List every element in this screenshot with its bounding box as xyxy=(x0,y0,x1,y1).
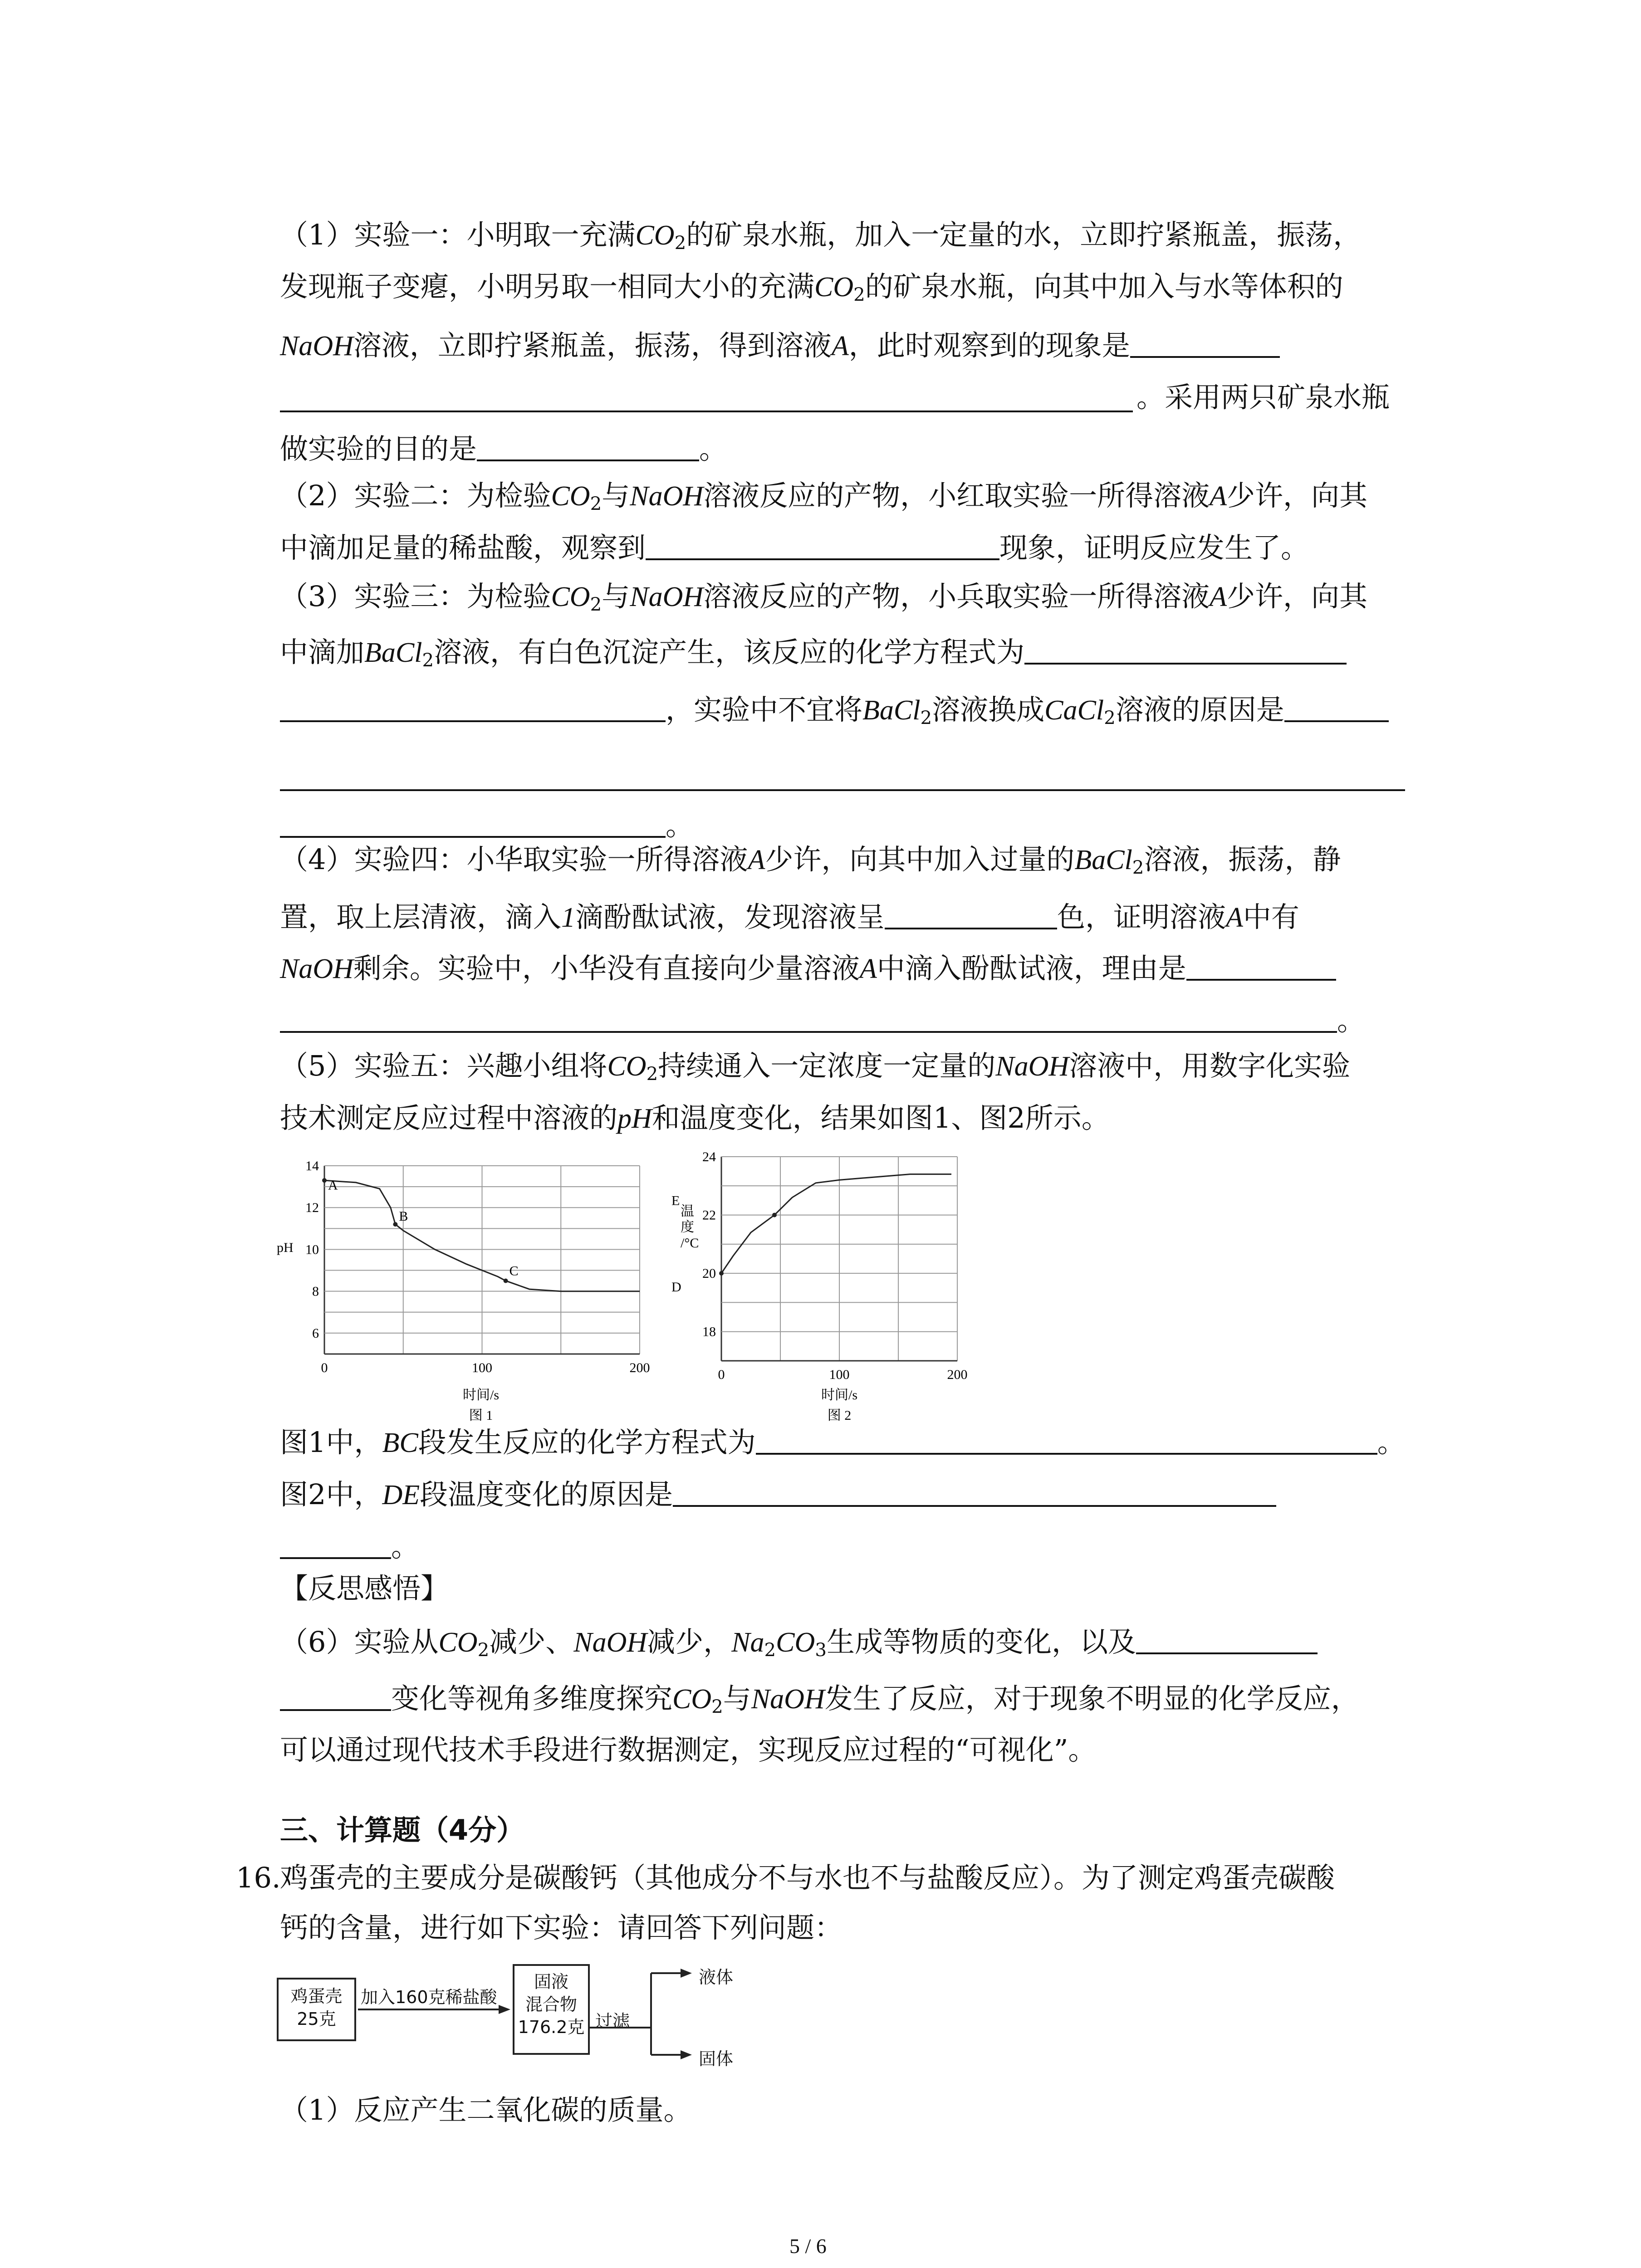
formula-co2: CO xyxy=(551,481,590,512)
y-axis-label: pH xyxy=(277,1240,294,1255)
text: 溶液反应的产物，小红取实验一所得溶液 xyxy=(703,479,1210,512)
answer-blank[interactable] xyxy=(1130,329,1280,358)
y-tick-label: 24 xyxy=(702,1149,716,1164)
series-line xyxy=(721,1174,951,1274)
text: 中有 xyxy=(1243,900,1299,934)
point-label-d: D xyxy=(671,1280,681,1295)
formula-co2: CO xyxy=(635,220,675,251)
formula-co2: CO xyxy=(607,1051,647,1082)
text: （1）实验一：小明取一充满 xyxy=(280,218,636,251)
y-tick-label: 22 xyxy=(702,1207,716,1223)
text: 中滴加足量的稀盐酸，观察到 xyxy=(280,531,646,564)
y-tick-label: 20 xyxy=(702,1266,716,1281)
solution-a: A xyxy=(748,845,765,875)
text: 滴酚酞试液，发现溶液呈 xyxy=(575,900,885,934)
y-tick-label: 14 xyxy=(305,1158,319,1173)
number: 1 xyxy=(561,902,576,933)
solution-a: A xyxy=(1210,582,1227,612)
subscript: 2 xyxy=(477,1639,490,1661)
text: 减少、 xyxy=(489,1625,574,1658)
text: 中滴加 xyxy=(280,635,365,669)
text: 。 xyxy=(699,432,728,465)
x-tick-label: 100 xyxy=(829,1367,850,1382)
text: 剩余。实验中，小华没有直接向少量溶液 xyxy=(353,952,860,985)
y-tick-label: 12 xyxy=(305,1200,319,1216)
solution-a: A xyxy=(1210,481,1227,512)
q15-part6-line3 xyxy=(280,1732,1096,1768)
figure-caption: 图 1 xyxy=(469,1408,493,1423)
text: 置，取上层清液，滴入 xyxy=(280,900,562,934)
formula-na2co3: Na xyxy=(731,1627,764,1658)
liquid-output: 液体 xyxy=(699,1967,734,1987)
box-text: 176.2克 xyxy=(518,2017,585,2037)
point-label-b: B xyxy=(399,1209,408,1224)
point-label-a: A xyxy=(328,1178,338,1193)
text: 持续通入一定浓度一定量的 xyxy=(658,1049,996,1082)
solution-a: A xyxy=(859,953,877,984)
subscript: 2 xyxy=(674,232,686,254)
q15-part1-line1 xyxy=(280,217,1361,261)
subscript: 2 xyxy=(1132,857,1144,879)
q16-number: 16. xyxy=(236,1861,281,1894)
q15-part4-line3 xyxy=(280,950,1336,987)
mixture-box xyxy=(513,1964,590,2055)
text: 少许，向其 xyxy=(1227,479,1368,512)
q15-part6-line2 xyxy=(280,1681,1359,1725)
q15-part1-line3 xyxy=(280,327,1280,364)
text: （2）实验二：为检验 xyxy=(280,479,551,512)
text: 溶液换成 xyxy=(932,693,1045,726)
number: 2 xyxy=(308,1478,326,1511)
answer-blank[interactable] xyxy=(885,900,1057,929)
answer-blank[interactable] xyxy=(477,432,699,461)
text: 的矿泉水瓶，向其中加入与水等体积的 xyxy=(865,270,1343,303)
point-d xyxy=(719,1271,724,1276)
q15-part3-line3 xyxy=(280,692,1389,736)
formula-naoh: NaOH xyxy=(280,331,353,362)
page-number: 5 / 6 xyxy=(789,2234,827,2258)
q15-part1-line5 xyxy=(280,431,727,467)
formula-co2: CO xyxy=(672,1684,712,1715)
text: ，此时观察到的现象是 xyxy=(848,329,1130,362)
formula-co2: CO xyxy=(551,582,590,612)
formula-naoh: NaOH xyxy=(573,1627,647,1658)
answer-line[interactable] xyxy=(280,411,1133,412)
text: （5）实验五：兴趣小组将 xyxy=(280,1049,607,1082)
x-tick-label: 200 xyxy=(947,1367,968,1382)
formula-bacl2: BaCl xyxy=(364,637,422,668)
y-axis-label: /°C xyxy=(681,1236,699,1251)
answer-blank[interactable] xyxy=(1024,635,1347,665)
answer-blank[interactable] xyxy=(280,693,666,722)
subscript: 2 xyxy=(1104,707,1116,729)
formula-naoh: NaOH xyxy=(995,1051,1069,1082)
point-c xyxy=(504,1279,508,1283)
q15-part4-line2 xyxy=(280,899,1299,936)
solid-output: 固体 xyxy=(699,2049,734,2069)
text: 技术测定反应过程中溶液的 xyxy=(280,1101,618,1134)
answer-blank[interactable] xyxy=(280,1530,391,1559)
text: 少许，向其中加入过量的 xyxy=(765,843,1075,876)
text: 。 xyxy=(391,1530,420,1563)
formula-naoh: NaOH xyxy=(630,481,704,512)
figure-caption: 图 2 xyxy=(827,1408,852,1423)
q15-part3-line2 xyxy=(280,634,1347,679)
q15-part4-line1 xyxy=(280,841,1341,886)
section-3-title: 三、计算题（4分） xyxy=(280,1813,525,1847)
segment-de: DE xyxy=(382,1480,420,1510)
subscript: 2 xyxy=(711,1696,723,1718)
text: 。 xyxy=(1377,1426,1406,1459)
box-text: 25克 xyxy=(297,2009,336,2029)
text: 与 xyxy=(602,479,630,512)
text: 中滴入酚酞试液，理由是 xyxy=(877,952,1186,985)
q15-part4-line4 xyxy=(280,1002,1365,1039)
fig1-question xyxy=(280,1424,1406,1461)
text: 生成等物质的变化，以及 xyxy=(826,1625,1136,1658)
text: 。 xyxy=(666,809,694,842)
text: 溶液反应的产物，小兵取实验一所得溶液 xyxy=(703,580,1210,613)
text: （3）实验三：为检验 xyxy=(280,580,551,613)
point-label-e: E xyxy=(671,1193,680,1208)
text: 。采用两只矿泉水瓶 xyxy=(1136,381,1390,414)
text: （4）实验四：小华取实验一所得溶液 xyxy=(280,843,748,876)
point-a xyxy=(322,1178,327,1183)
fig2-question-cont xyxy=(280,1529,419,1565)
point-b xyxy=(393,1222,397,1227)
figure-2-temperature-chart xyxy=(671,1143,1016,1452)
q15-part2-line1 xyxy=(280,478,1367,522)
text: 段温度变化的原因是 xyxy=(420,1478,673,1511)
number: 1 xyxy=(933,1101,951,1134)
text: 溶液中，用数字化实验 xyxy=(1069,1049,1351,1082)
formula-cacl2: CaCl xyxy=(1044,695,1104,726)
text: 图 xyxy=(280,1426,309,1459)
x-tick-label: 0 xyxy=(718,1367,725,1382)
text: 变化等视角多维度探究 xyxy=(391,1682,673,1715)
reflection-heading xyxy=(280,1570,449,1607)
text: 现象，证明反应发生了。 xyxy=(999,531,1309,564)
x-tick-label: 100 xyxy=(472,1360,492,1375)
solution-a: A xyxy=(1226,902,1243,933)
box-text: 固液 xyxy=(534,1972,568,1992)
x-axis-label: 时间/s xyxy=(462,1388,500,1403)
subscript: 2 xyxy=(590,493,602,515)
arrow1-label: 加入160克稀盐酸 xyxy=(361,1987,497,2007)
box-text: 混合物 xyxy=(525,1994,577,2014)
segment-bc: BC xyxy=(382,1427,418,1458)
subscript: 3 xyxy=(815,1639,827,1661)
text: 的矿泉水瓶，加入一定量的水，立即拧紧瓶盖，振荡， xyxy=(686,218,1362,251)
text: 。 xyxy=(1337,1004,1366,1037)
text: 与 xyxy=(723,1682,751,1715)
formula-co2: CO xyxy=(814,272,854,303)
answer-blank[interactable] xyxy=(673,1478,1276,1507)
q15-part1-line2 xyxy=(280,269,1343,313)
fig2-question xyxy=(280,1476,1276,1513)
subscript: 2 xyxy=(590,594,602,616)
formula-co2: CO xyxy=(438,1627,478,1658)
formula-naoh: NaOH xyxy=(280,953,353,984)
q16-sub1: （1）反应产生二氧化碳的质量。 xyxy=(280,2093,692,2126)
formula-na2co3: CO xyxy=(776,1627,815,1658)
text: 做实验的目的是 xyxy=(280,432,477,465)
split-arrows xyxy=(590,1964,694,2068)
formula-bacl2: BaCl xyxy=(862,695,921,726)
text: 和温度变化，结果如图 xyxy=(652,1101,933,1134)
x-axis-label: 时间/s xyxy=(821,1388,858,1403)
x-tick-label: 0 xyxy=(321,1360,328,1375)
y-tick-label: 8 xyxy=(312,1284,319,1299)
point-label-c: C xyxy=(509,1263,519,1279)
subscript: 2 xyxy=(853,284,865,306)
text: 溶液，立即拧紧瓶盖，振荡，得到溶液 xyxy=(353,329,832,362)
text: 溶液的原因是 xyxy=(1115,693,1284,726)
text: 减少， xyxy=(647,1625,732,1658)
text: 溶液，振荡，静 xyxy=(1144,843,1341,876)
text: 图 xyxy=(280,1478,309,1511)
q15-part3-line4 xyxy=(280,807,694,844)
answer-blank[interactable] xyxy=(1186,952,1336,981)
box-text: 鸡蛋壳 xyxy=(290,1986,343,2006)
answer-blank[interactable] xyxy=(1284,693,1389,722)
y-axis-label: 温 xyxy=(681,1204,694,1219)
text: ，实验中不宜将 xyxy=(666,693,863,726)
q16-line2: 钙的含量，进行如下实验：请回答下列问题： xyxy=(280,1911,843,1944)
text: 与 xyxy=(602,580,630,613)
answer-blank[interactable] xyxy=(646,531,999,560)
answer-blank[interactable] xyxy=(1136,1625,1318,1654)
text: 中， xyxy=(326,1426,382,1459)
ph-label: pH xyxy=(617,1103,652,1134)
solution-a: A xyxy=(831,331,849,362)
point-e xyxy=(772,1213,777,1217)
y-axis-label: 度 xyxy=(681,1220,694,1235)
formula-naoh: NaOH xyxy=(751,1684,825,1715)
text: 色，证明溶液 xyxy=(1057,900,1226,934)
y-tick-label: 18 xyxy=(702,1324,716,1339)
text: 发生了反应，对于现象不明显的化学反应， xyxy=(824,1682,1359,1715)
text: 中， xyxy=(326,1478,382,1511)
arrow1 xyxy=(356,2005,513,2023)
answer-blank[interactable] xyxy=(756,1426,1377,1455)
q15-part5-line1 xyxy=(280,1048,1350,1092)
text: 发现瓶子变瘪，小明另取一相同大小的充满 xyxy=(280,270,815,303)
y-tick-label: 10 xyxy=(305,1242,319,1257)
subscript: 2 xyxy=(920,707,932,729)
subscript: 2 xyxy=(646,1063,658,1085)
formula-naoh: NaOH xyxy=(630,582,704,612)
q15-part6-line1 xyxy=(280,1624,1318,1668)
answer-line[interactable] xyxy=(280,789,1405,791)
answer-blank[interactable] xyxy=(280,809,666,838)
text: （6）实验从 xyxy=(280,1625,439,1658)
number: 1 xyxy=(308,1426,326,1459)
text: 、图 xyxy=(951,1101,1008,1134)
answer-blank[interactable] xyxy=(280,1004,1337,1033)
figure-1-ph-chart xyxy=(272,1152,662,1452)
filter-label: 过滤 xyxy=(595,2011,630,2031)
subscript: 2 xyxy=(422,650,434,671)
subscript: 2 xyxy=(764,1639,776,1661)
y-tick-label: 6 xyxy=(312,1325,319,1341)
eggshell-box xyxy=(277,1978,356,2041)
text: 段发生反应的化学方程式为 xyxy=(418,1426,756,1459)
text: 所示。 xyxy=(1025,1101,1110,1134)
q15-part1-line4 xyxy=(1136,379,1390,415)
text: 【反思感悟】 xyxy=(280,1572,449,1605)
q15-part3-line1 xyxy=(280,578,1367,623)
text: 可以通过现代技术手段进行数据测定，实现反应过程的“可视化”。 xyxy=(280,1733,1097,1766)
text: 溶液，有白色沉淀产生，该反应的化学方程式为 xyxy=(434,635,1025,669)
answer-blank[interactable] xyxy=(280,1682,391,1711)
formula-bacl2: BaCl xyxy=(1074,845,1132,875)
q16-line1: 鸡蛋壳的主要成分是碳酸钙（其他成分不与水也不与盐酸反应）。为了测定鸡蛋壳碳酸 xyxy=(280,1861,1335,1894)
q15-part2-line2 xyxy=(280,530,1309,566)
text: 少许，向其 xyxy=(1227,580,1368,613)
x-tick-label: 200 xyxy=(629,1360,650,1375)
q15-part5-line2 xyxy=(280,1100,1110,1137)
number: 2 xyxy=(1007,1101,1025,1134)
